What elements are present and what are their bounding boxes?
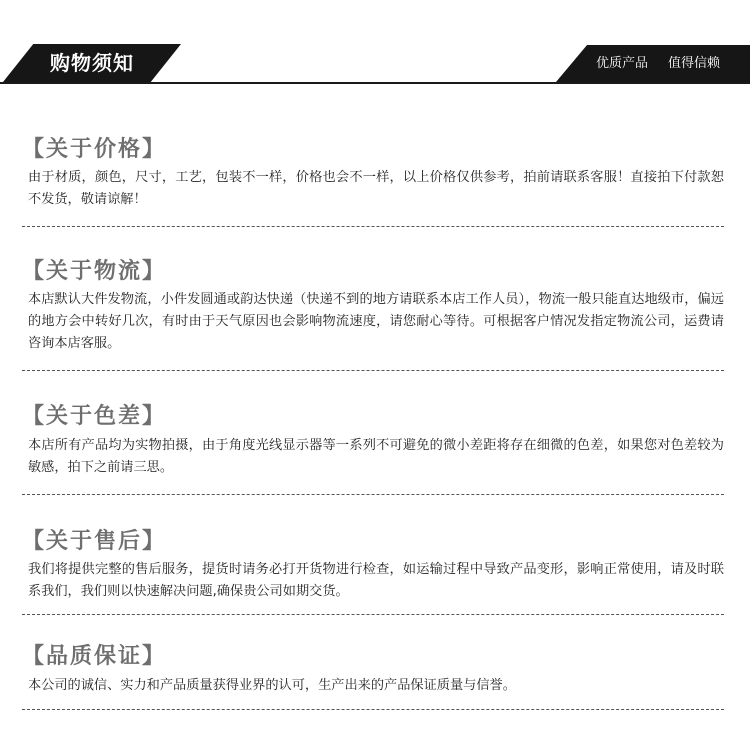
section-body-price: 由于材质，颜色，尺寸，工艺，包装不一样，价格也会不一样，以上价格仅供参考，拍前请联系客服！直接拍下付款恕不发货，敬请谅解！ — [28, 170, 724, 207]
section-divider — [22, 709, 724, 710]
section-heading-quality-guarantee: 【品质保证】 — [22, 644, 167, 669]
page-title: 购物须知 — [50, 51, 134, 75]
section-heading-color-difference: 【关于色差】 — [22, 404, 167, 429]
section-divider — [22, 494, 724, 495]
section-body-color-difference: 本店所有产品均为实物拍摄，由于角度光线显示器等一系列不可避免的微小差距将存在细微的色差，如果您对色差较为敏感，拍下之前请三思。 — [28, 438, 724, 475]
header-banner — [0, 0, 750, 100]
section-divider — [22, 226, 724, 227]
section-heading-logistics: 【关于物流】 — [22, 259, 167, 284]
section-body-logistics: 本店默认大件发物流，小件发圆通或韵达快递（快递不到的地方请联系本店工作人员），物流一般只能直达地级市，偏远的地方会中转好几次，有时由于天气原因也会影响物流速度，请您耐心等待。可根据客户情况发指定物流公司，运费请咨询本店客服。 — [28, 292, 724, 351]
section-body-after-sales: 我们将提供完整的售后服务，提货时请务必打开货物进行检查，如运输过程中导致产品变形，影响正常使用，请及时联系我们，我们则以快速解决问题,确保贵公司如期交货。 — [28, 562, 724, 599]
section-divider — [22, 614, 724, 615]
section-heading-price: 【关于价格】 — [22, 137, 167, 162]
slogan-quality: 优质产品 — [596, 56, 649, 71]
section-heading-after-sales: 【关于售后】 — [22, 529, 167, 554]
section-divider — [22, 370, 724, 371]
header-rule — [0, 82, 750, 84]
slogan — [596, 45, 750, 82]
section-body-quality-guarantee: 本公司的诚信、实力和产品质量获得业界的认可，生产出来的产品保证质量与信誉。 — [28, 678, 516, 693]
slogan-trust: 值得信赖 — [668, 56, 721, 71]
